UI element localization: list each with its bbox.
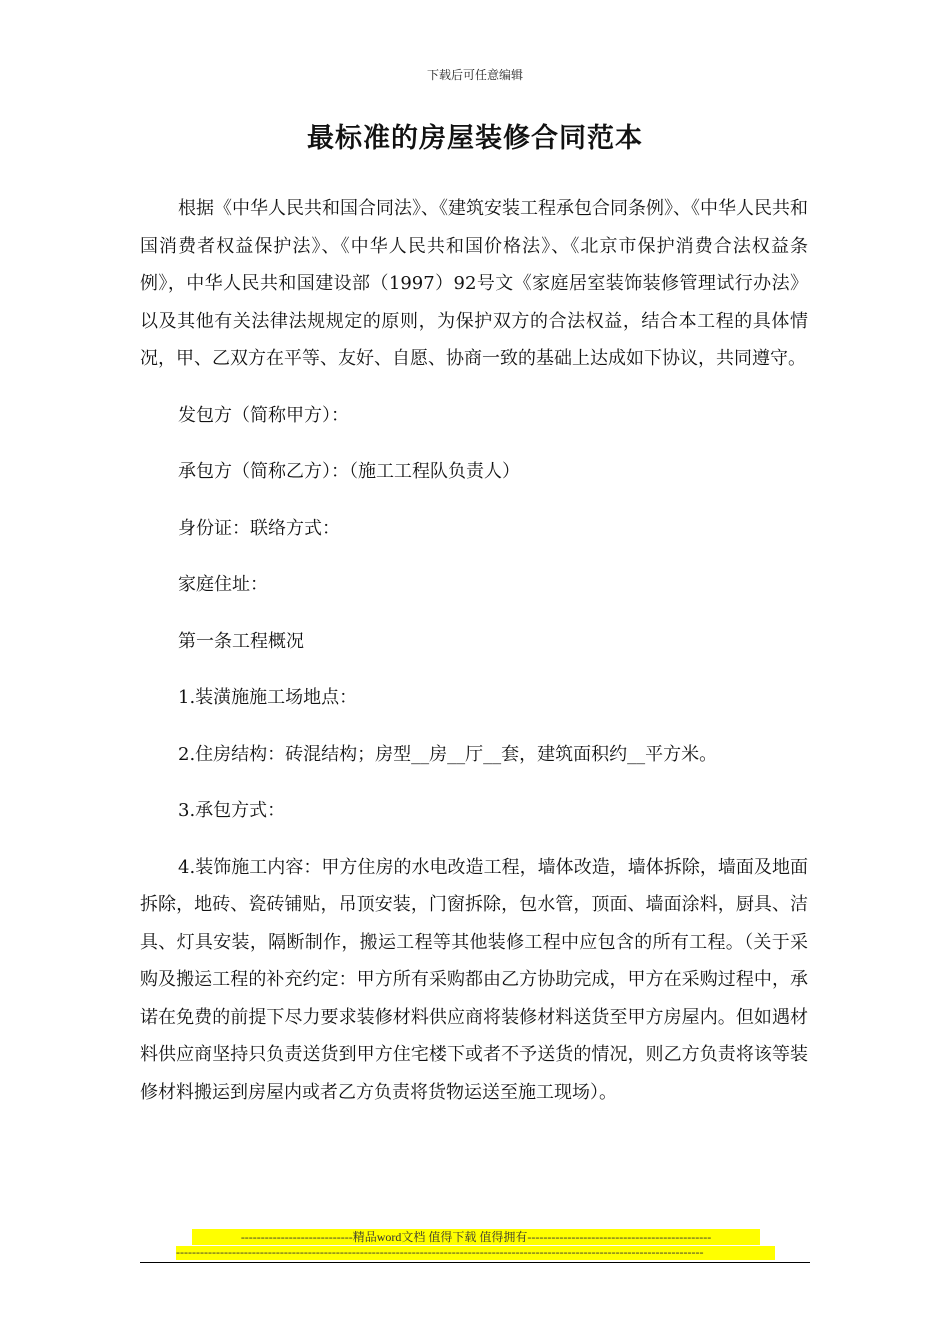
party-b-line: 承包方（简称乙方）：（施工工程队负责人）: [178, 461, 520, 482]
item-1-location: 1.装潢施施工场地点：: [178, 687, 358, 708]
banner-line-2: ------------------------------------------------------------------------------------------------------------------------------------: [176, 1246, 775, 1260]
item-3-contract-mode: 3.承包方式：: [178, 800, 286, 821]
party-a-line: 发包方（简称甲方）：: [178, 404, 349, 426]
footer-rule: [140, 1262, 810, 1263]
banner-line-1: ----------------------------精品word文档 值得下载 值得拥有----------------------------------------------: [192, 1229, 760, 1245]
article-1-heading: 第一条工程概况: [178, 630, 304, 652]
preamble-paragraph: 根据《中华人民共和国合同法》、《建筑安装工程承包合同条例》、《中华人民共和国消费者权益保护法》、《中华人民共和国价格法》、《北京市保护消费合法权益条例》，中华人民共和国建设部（1997）92号文《家庭居室装饰装修管理试行办法》以及其他有关法律法规规定的原则，为保护双方的合法权益，结合本工程的具体情况，甲、乙双方在平等、友好、自愿、协商一致的基础上达成如下协议，共同遵守。: [140, 198, 808, 369]
id-contact-line: 身份证：联络方式：: [178, 517, 340, 539]
header-note: 下载后可任意编辑: [426, 68, 523, 82]
item-2-structure: 2.住房结构：砖混结构；房型__房__厅__套，建筑面积约__平方米。: [178, 743, 718, 765]
document-body: [140, 190, 808, 1130]
item-4-scope: 4.装饰施工内容：甲方住房的水电改造工程，墙体改造，墙体拆除，墙面及地面拆除，地砖、瓷砖铺贴，吊顶安装，门窗拆除，包水管，顶面、墙面涂料，厨具、洁具、灯具安装，隔断制作，搬运工程等其他装修工程中应包含的所有工程。（关于采购及搬运工程的补充约定：甲方所有采购都由乙方协助完成，甲方在采购过程中，承诺在免费的前提下尽力要求装修材料供应商将装修材料送货至甲方房屋内。但如遇材料供应商坚持只负责送货到甲方住宅楼下或者不予送货的情况，则乙方负责将该等装修材料搬运到房屋内或者乙方负责将货物运送至施工现场）。: [140, 856, 808, 1103]
address-line: 家庭住址：: [178, 574, 268, 595]
document-title: 最标准的房屋装修合同范本: [307, 123, 643, 154]
